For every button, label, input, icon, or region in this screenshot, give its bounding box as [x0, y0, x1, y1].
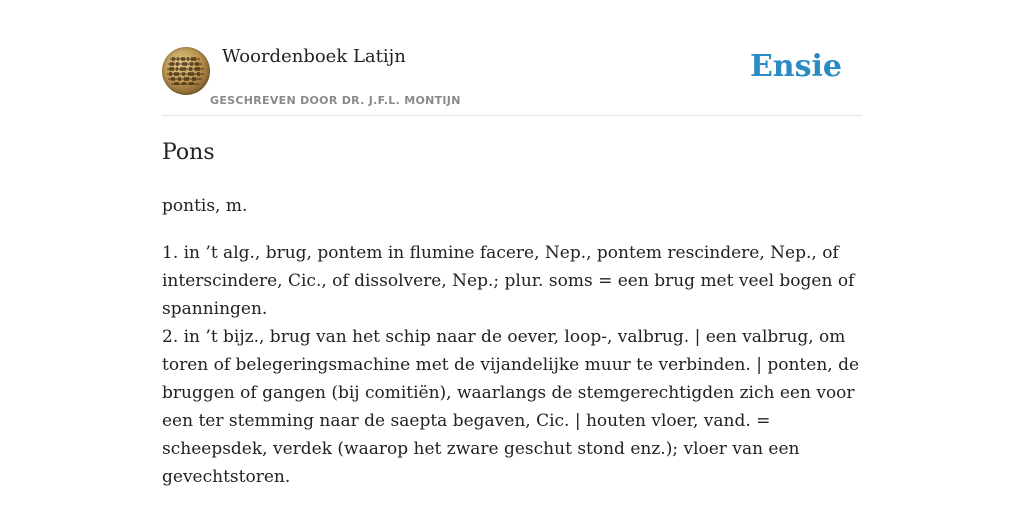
definition-sense: 1. in ’t alg., brug, pontem in flumine facere, Nep., pontem rescindere, Nep., of interscindere, Cic., of dissolvere, Nep.; plur. soms = een brug met veel bogen of spanningen.	[162, 243, 855, 319]
entry-headword: Pons	[162, 140, 215, 165]
author-line: GESCHREVEN DOOR DR. J.F.L. MONTIJN	[210, 94, 461, 107]
brand-logo[interactable]: Ensie	[749, 49, 842, 84]
entry-grammar: pontis, m.	[162, 196, 248, 216]
definition-sense: 2. in ’t bijz., brug van het schip naar de oever, loop-, valbrug. | een valbrug, om toren of belegeringsmachine met de vijandelijke muur te verbinden. | ponten, de bruggen of gangen (bij comitiën), waarlangs de stemgerechtigden zich een voor een ter stemming naar de saepta begaven, Cic. | houten vloer, vand. = scheepsdek, verdek (waarop het zware geschut stond enz.); vloer van een gevechtstoren.	[162, 327, 860, 487]
entry-definition	[162, 239, 862, 491]
book-title-link[interactable]: Woordenboek Latijn	[222, 46, 406, 67]
page	[162, 0, 862, 512]
header-divider	[162, 115, 862, 116]
latin-inscription-coin-icon[interactable]	[162, 47, 210, 95]
